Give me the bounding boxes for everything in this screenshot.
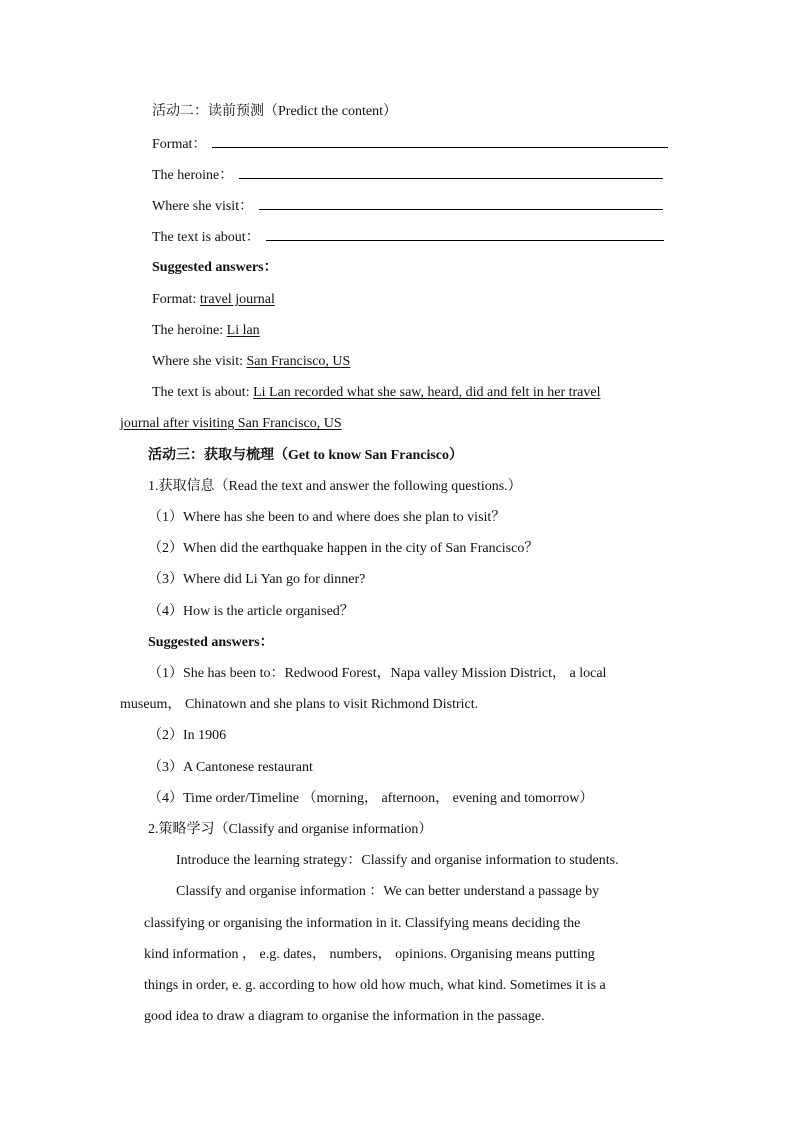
format-answer-label: Format:: [152, 292, 197, 307]
where-prompt: Where she visit：: [152, 199, 254, 214]
activity2-title: 活动二：读前预测（Predict the content）: [152, 104, 397, 119]
format-prompt: Format：: [152, 137, 207, 152]
format-answer-row: [152, 291, 275, 309]
part1-title: 1.获取信息（Read the text and answer the following questions.）: [148, 479, 522, 494]
answer-2: （2）In 1906: [148, 728, 227, 743]
part2-title: 2.策略学习（Classify and organise information）: [148, 822, 433, 837]
about-blank[interactable]: [266, 228, 664, 241]
heroine-blank[interactable]: [239, 166, 663, 179]
strategy-intro: Introduce the learning strategy：Classify and organise information to students.: [176, 853, 619, 868]
format-answer-value: travel journal: [199, 292, 275, 307]
where-prompt-row: [152, 197, 663, 216]
strategy-line-5: good idea to draw a diagram to organise the information in the passage.: [144, 1009, 545, 1024]
question-2: （2）When did the earthquake happen in the city of San Francisco？: [148, 541, 539, 556]
question-1: （1）Where has she been to and where does she plan to visit？: [148, 510, 506, 525]
heroine-prompt-row: [152, 166, 663, 185]
answer-4: （4）Time order/Timeline （morning， afternoon， evening and tomorrow）: [148, 791, 594, 806]
activity3-title: 活动三：获取与梳理（Get to know San Francisco）: [148, 448, 463, 463]
suggested-answers-label-2: Suggested answers：: [148, 635, 274, 650]
strategy-line-2: classifying or organising the information in it. Classifying means deciding the: [144, 916, 581, 931]
where-answer-value: San Francisco, US: [246, 354, 351, 369]
where-answer-row: [152, 353, 350, 371]
answer-1-line2: museum， Chinatown and she plans to visit Richmond District.: [120, 697, 479, 712]
about-prompt: The text is about：: [152, 230, 260, 245]
heroine-prompt: The heroine：: [152, 168, 234, 183]
heroine-answer-row: [152, 322, 260, 340]
format-blank[interactable]: [212, 135, 668, 148]
answer-3: （3）A Cantonese restaurant: [148, 760, 313, 775]
heroine-answer-label: The heroine:: [152, 323, 224, 338]
strategy-line-4: things in order, e. g. according to how old how much, what kind. Sometimes it is a: [144, 978, 606, 993]
where-blank[interactable]: [259, 197, 663, 210]
about-answer-label: The text is about:: [152, 385, 250, 400]
answer-1-line1: （1）She has been to：Redwood Forest，Napa valley Mission District， a local: [148, 666, 607, 681]
where-answer-label: Where she visit:: [152, 354, 243, 369]
format-prompt-row: [152, 135, 668, 154]
heroine-answer-value: Li lan: [226, 323, 260, 338]
about-answer-value-line1: Li Lan recorded what she saw, heard, did and felt in her travel: [253, 385, 601, 400]
strategy-line-1: Classify and organise information ：We can better understand a passage by: [176, 884, 600, 899]
suggested-answers-label-1: Suggested answers：: [152, 260, 278, 275]
question-3: （3）Where did Li Yan go for dinner?: [148, 572, 366, 587]
about-prompt-row: [152, 228, 664, 247]
about-answer-value-line2: journal after visiting San Francisco, US: [120, 416, 342, 431]
strategy-line-3: kind information ， e.g. dates， numbers， opinions. Organising means putting: [144, 947, 595, 962]
about-answer-row: [152, 384, 673, 402]
question-4: （4）How is the article organised？: [148, 604, 354, 619]
